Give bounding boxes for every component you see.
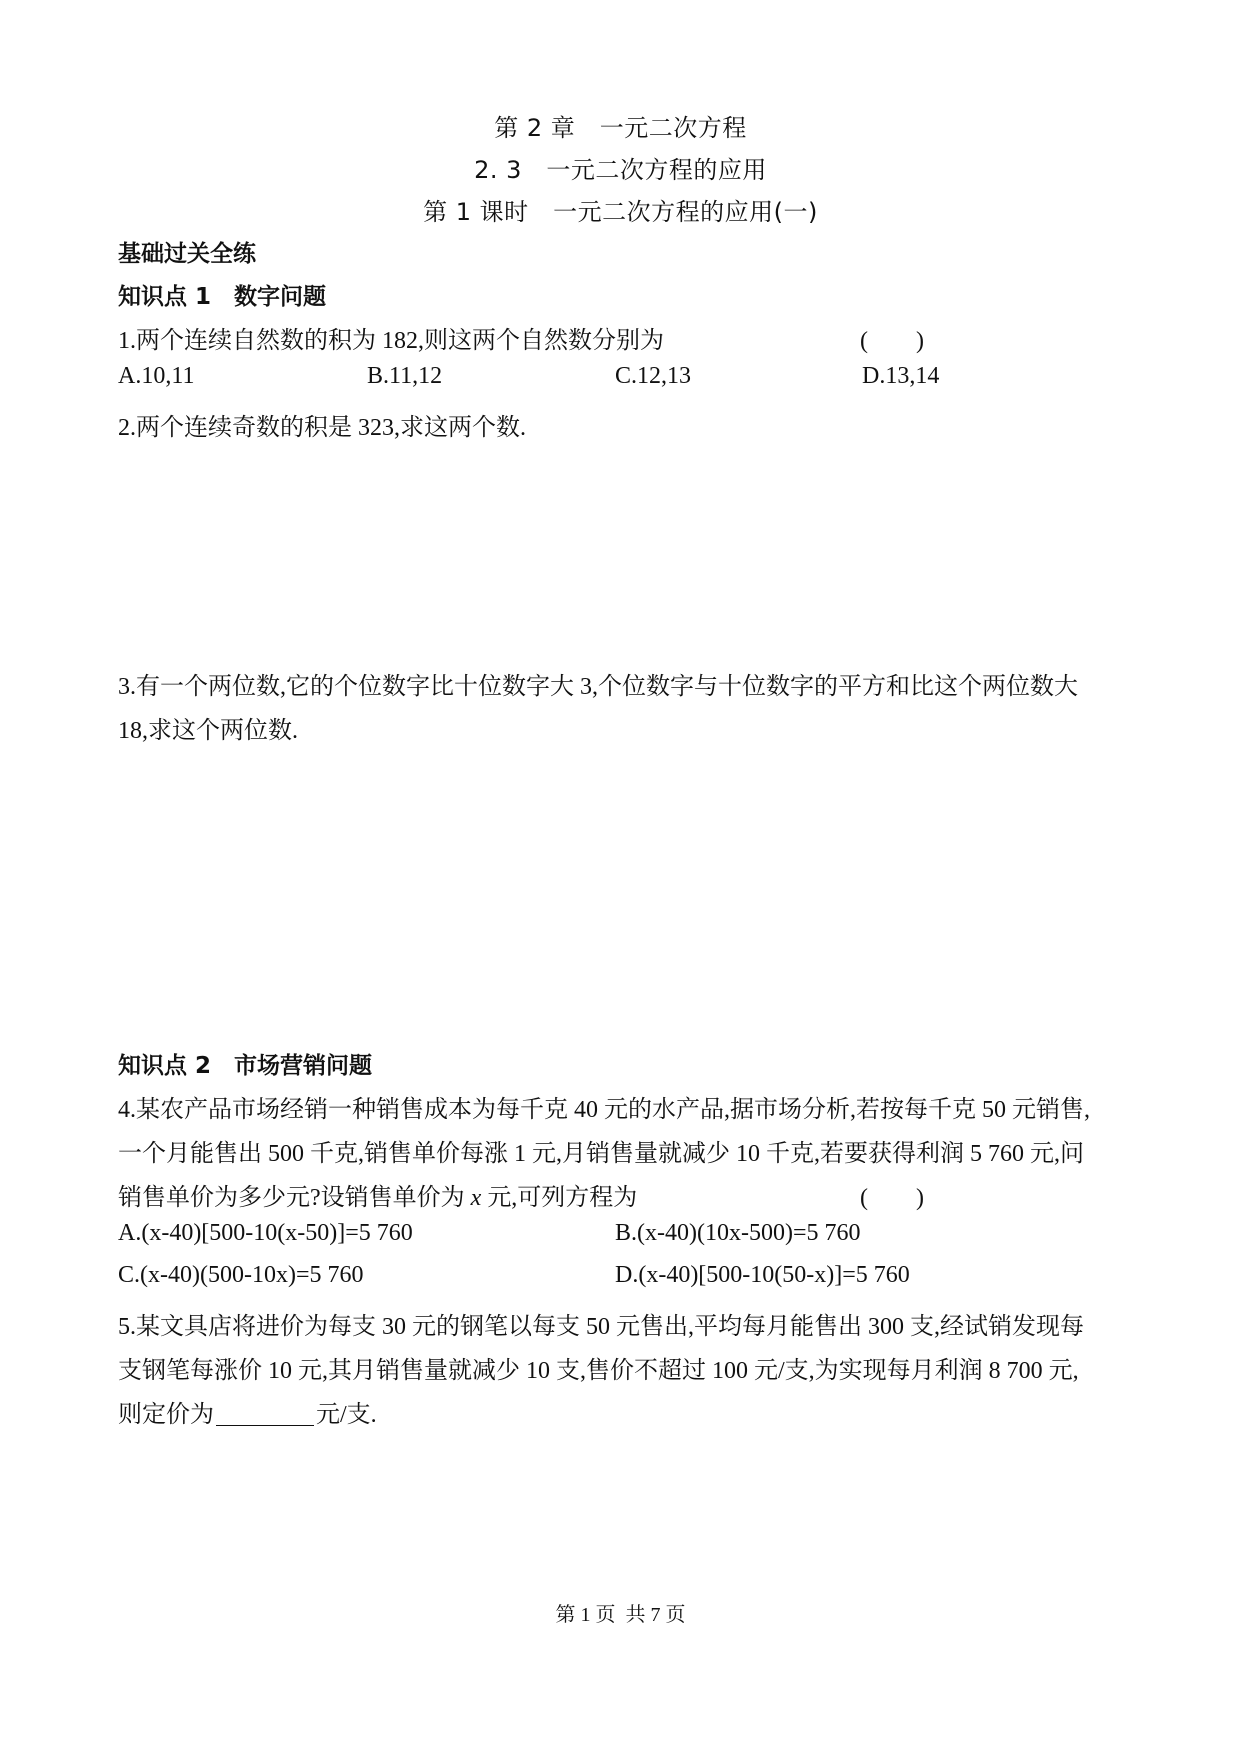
question-4-option-b: B.(x-40)(10x-500)=5 760 (615, 1220, 861, 1246)
question-4-line-2: 一个月能售出 500 千克,销售单价每涨 1 元,月销售量就减少 10 千克,若要获得利润 5 760 元,问 (118, 1141, 1084, 1167)
question-1-answer-bracket: ( ) (860, 328, 924, 354)
section-title: 2. 3 一元二次方程的应用 (474, 156, 767, 184)
question-4-line-3-suffix: 元,可列方程为 (481, 1185, 638, 1211)
question-5-line-3 (118, 1394, 377, 1429)
chapter-title: 第 2 章 一元二次方程 (494, 114, 747, 142)
question-4-line-3-prefix: 销售单价为多少元?设销售单价为 (118, 1185, 471, 1211)
question-1-option-d: D.13,14 (862, 363, 940, 389)
question-1-option-a: A.10,11 (118, 363, 195, 389)
question-1-stem: 1.两个连续自然数的积为 182,则这两个自然数分别为 (118, 328, 664, 354)
question-5-line-2: 支钢笔每涨价 10 元,其月销售量就减少 10 支,售价不超过 100 元/支,为实现每月利润 8 700 元, (118, 1358, 1079, 1384)
question-5-line-3-suffix: 元/支. (316, 1402, 377, 1428)
page-footer: 第 1 页 共 7 页 (555, 1604, 686, 1626)
question-4-option-c: C.(x-40)(500-10x)=5 760 (118, 1262, 364, 1288)
question-4-option-a: A.(x-40)[500-10(x-50)]=5 760 (118, 1220, 413, 1246)
practice-heading: 基础过关全练 (118, 241, 256, 267)
question-5-line-3-prefix: 则定价为 (118, 1402, 214, 1428)
question-2-stem: 2.两个连续奇数的积是 323,求这两个数. (118, 415, 526, 441)
question-5-answer-blank[interactable] (216, 1403, 314, 1426)
question-3-line-2: 18,求这个两位数. (118, 718, 298, 744)
knowledge-point-2-heading: 知识点 2 市场营销问题 (118, 1053, 373, 1079)
question-1-option-b: B.11,12 (367, 363, 443, 389)
question-4-answer-bracket: ( ) (860, 1185, 924, 1211)
question-4-line-1: 4.某农产品市场经销一种销售成本为每千克 40 元的水产品,据市场分析,若按每千克 50 元销售, (118, 1097, 1090, 1123)
question-4-option-d: D.(x-40)[500-10(50-x)]=5 760 (615, 1262, 910, 1288)
question-3-line-1: 3.有一个两位数,它的个位数字比十位数字大 3,个位数字与十位数字的平方和比这个两位数大 (118, 674, 1078, 700)
question-1-option-c: C.12,13 (615, 363, 692, 389)
question-5-line-1: 5.某文具店将进价为每支 30 元的钢笔以每支 50 元售出,平均每月能售出 300 支,经试销发现每 (118, 1314, 1084, 1340)
lesson-title: 第 1 课时 一元二次方程的应用(一) (423, 198, 818, 226)
question-4-variable-x: x (470, 1185, 482, 1211)
question-4-line-3 (118, 1177, 637, 1212)
knowledge-point-1-heading: 知识点 1 数字问题 (118, 284, 327, 310)
